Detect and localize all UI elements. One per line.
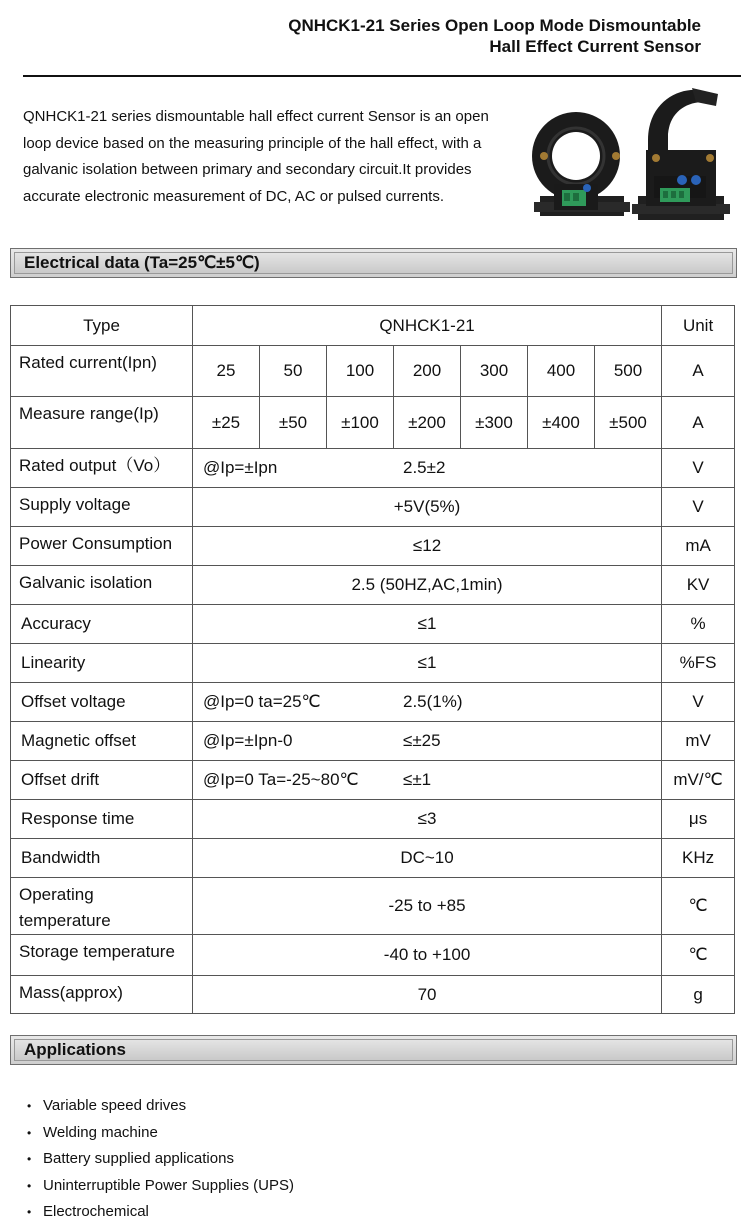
list-item: • Welding machine [27, 1120, 294, 1147]
table-cell: ≤1 [193, 644, 662, 683]
unit-cell: A [662, 397, 735, 449]
list-item: • Variable speed drives [27, 1093, 294, 1120]
table-row [11, 761, 735, 800]
table-cell: ±25 [193, 397, 260, 449]
unit-cell: A [662, 346, 735, 397]
unit-cell: mA [662, 527, 735, 566]
type-header: Type [11, 306, 193, 346]
condition-text: @Ip=0 ta=25℃ [203, 692, 321, 711]
row-label: Galvanic isolation [11, 566, 193, 605]
row-label: Storage temperature [11, 935, 193, 976]
applications-list [27, 1093, 294, 1226]
intro-paragraph: QNHCK1-21 series dismountable hall effect current Sensor is an open loop device based on the measuring principle of the hall effect, with a galvanic isolation between primary and secondary circuit.It provides accurate electronic measurement of DC, AC or pulsed currents. [23, 108, 489, 205]
table-cell: 200 [394, 346, 461, 397]
row-label-line-1: Operating [19, 885, 94, 904]
table-cell [193, 683, 662, 722]
table-row [11, 976, 735, 1014]
row-label: Bandwidth [11, 839, 193, 878]
table-cell: ±200 [394, 397, 461, 449]
unit-cell: %FS [662, 644, 735, 683]
row-label: Supply voltage [11, 488, 193, 527]
table-row [11, 683, 735, 722]
unit-cell: V [662, 449, 735, 488]
section-header-electrical [10, 248, 737, 278]
unit-cell: mV/℃ [662, 761, 735, 800]
list-item: • Electrochemical [27, 1199, 294, 1226]
unit-cell: KHz [662, 839, 735, 878]
table-cell: -25 to +85 [193, 878, 662, 935]
list-item: • Uninterruptible Power Supplies (UPS) [27, 1173, 294, 1200]
table-row [11, 722, 735, 761]
value-text: 2.5±2 [403, 458, 446, 477]
section-title-electrical: Electrical data (Ta=25℃±5℃) [24, 253, 260, 272]
condition-text: @Ip=0 Ta=-25~80℃ [203, 770, 359, 789]
table-cell: 25 [193, 346, 260, 397]
table-row [11, 935, 735, 976]
section-header-applications [10, 1035, 737, 1065]
table-cell: 100 [327, 346, 394, 397]
table-cell: ±50 [260, 397, 327, 449]
electrical-data-table [10, 305, 735, 1014]
table-cell: DC~10 [193, 839, 662, 878]
table-cell: +5V(5%) [193, 488, 662, 527]
table-cell: ≤12 [193, 527, 662, 566]
row-label: Rated current(Ipn) [11, 346, 193, 397]
row-label: Measure range(Ip) [11, 397, 193, 449]
table-row [11, 397, 735, 449]
table-cell: 70 [193, 976, 662, 1014]
page-title [288, 15, 701, 57]
condition-text: @Ip=±Ipn-0 [203, 731, 293, 750]
unit-cell: V [662, 488, 735, 527]
table-row [11, 527, 735, 566]
table-row [11, 566, 735, 605]
unit-cell: ℃ [662, 935, 735, 976]
product-photo [526, 84, 734, 246]
list-item: • Battery supplied applications [27, 1146, 294, 1173]
sensor-closed-image [532, 112, 630, 216]
table-cell [193, 761, 662, 800]
table-cell: ≤3 [193, 800, 662, 839]
table-cell: -40 to +100 [193, 935, 662, 976]
table-cell: 500 [595, 346, 662, 397]
table-cell: ±500 [595, 397, 662, 449]
row-label: Offset voltage [11, 683, 193, 722]
table-row [11, 449, 735, 488]
table-row [11, 605, 735, 644]
table-cell: ≤1 [193, 605, 662, 644]
row-label: Rated output（Vo） [11, 449, 193, 488]
row-label: Linearity [11, 644, 193, 683]
table-row [11, 878, 735, 935]
table-cell: 400 [528, 346, 595, 397]
row-label: Mass(approx) [11, 976, 193, 1014]
value-text: 2.5(1%) [403, 692, 463, 711]
header-divider [23, 75, 741, 77]
table-cell: ±100 [327, 397, 394, 449]
row-label: Response time [11, 800, 193, 839]
table-cell: 2.5 (50HZ,AC,1min) [193, 566, 662, 605]
row-label [11, 878, 193, 935]
row-label: Accuracy [11, 605, 193, 644]
table-cell: ±300 [461, 397, 528, 449]
unit-cell: KV [662, 566, 735, 605]
row-label-line-2: temperature [19, 911, 111, 930]
table-row [11, 644, 735, 683]
unit-cell: μs [662, 800, 735, 839]
title-line-2: Hall Effect Current Sensor [489, 37, 701, 56]
table-header-row [11, 306, 735, 346]
sensor-open-image [632, 88, 730, 220]
table-cell [193, 722, 662, 761]
section-title-applications: Applications [24, 1040, 127, 1059]
table-row [11, 488, 735, 527]
value-text: ≤±25 [403, 731, 441, 750]
condition-text: @Ip=±Ipn [203, 458, 278, 477]
table-cell: 300 [461, 346, 528, 397]
unit-cell: % [662, 605, 735, 644]
unit-cell: V [662, 683, 735, 722]
title-line-1: QNHCK1-21 Series Open Loop Mode Dismountable [288, 16, 701, 35]
unit-cell: mV [662, 722, 735, 761]
table-cell: ±400 [528, 397, 595, 449]
table-row [11, 839, 735, 878]
row-label: Offset drift [11, 761, 193, 800]
table-row [11, 346, 735, 397]
row-label: Magnetic offset [11, 722, 193, 761]
unit-cell: ℃ [662, 878, 735, 935]
unit-header: Unit [662, 306, 735, 346]
table-row [11, 800, 735, 839]
table-cell: 50 [260, 346, 327, 397]
unit-cell: g [662, 976, 735, 1014]
table-cell [193, 449, 662, 488]
row-label: Power Consumption [11, 527, 193, 566]
value-text: ≤±1 [403, 770, 432, 789]
model-header: QNHCK1-21 [193, 306, 662, 346]
